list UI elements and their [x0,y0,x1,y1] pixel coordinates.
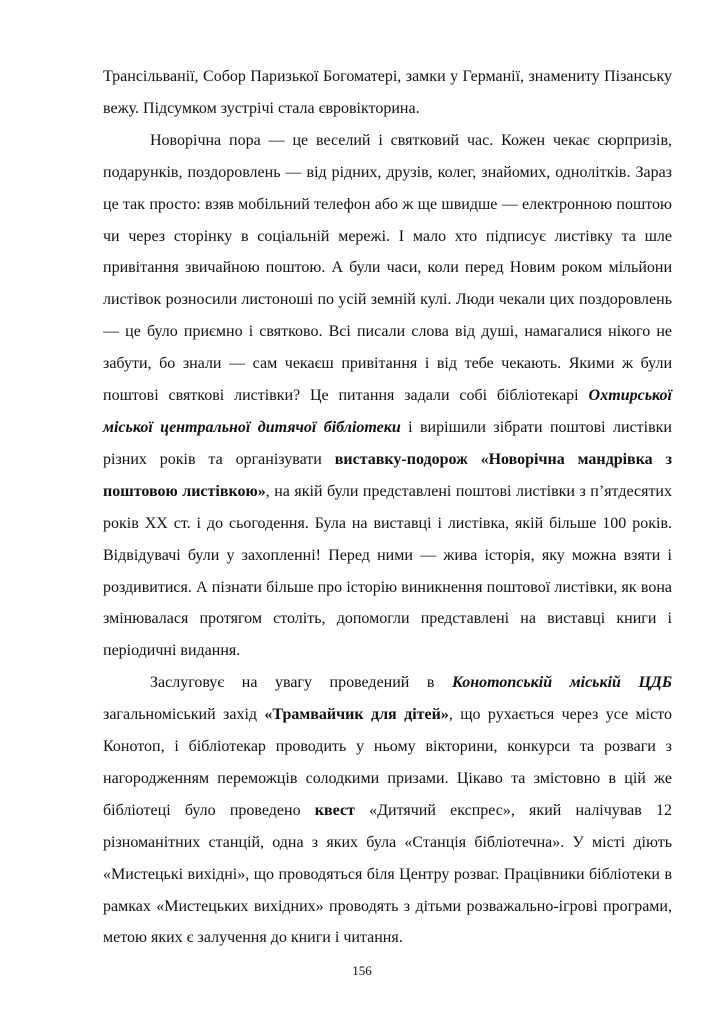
paragraph-2-text-2: і вирішили зібрати поштові листівки різних років та організувати [103,418,672,468]
paragraph-1-text: Трансільванії, Собор Паризької Богоматері, замки у Германії, знамениту Пізанську вежу. Підсумком зустрічі стала євровікторина. [103,68,672,117]
library-name-konotop: Конотопській міській ЦДБ [452,674,673,692]
body-text [103,61,672,954]
event-title: «Трамвайчик для дітей» [264,706,449,724]
page-number: 156 [352,963,372,978]
paragraph-3-text-4: «Дитячий експрес», який налічував 12 різноманітних станцій, одна з яких була «Станція бібліотечна». У місті діють «Мистецькі вихідні», що проводяться біля Центру розваг. Працівники бібліотеки в рамках «Мистецьких вихідних» проводять з дітьми розважально-ігрові програми, метою яких є залучення до книги і читання. [103,801,672,947]
paragraph-2-text-1: Новорічна пора — це веселий і святковий час. Кожен чекає сюрпризів, подарунків, поздоровлень — від рідних, друзів, колег, знайомих, однолітків. Зараз це так просто: взяв мобільний телефон або ж ще швидше — електронною поштою чи через сторінку в соціальній мережі. І мало хто підписує листівку та шле привітання звичайною поштою. А були часи, коли перед Новим роком мільйони листівок розносили листоноші по усій земній кулі. Люди чекали цих поздоровлень — це було приємно і святково. Всі писали слова від душі, намагалися нікого не забути, бо знали — сам чекаєш привітання і від тебе чекають. Якими ж були поштові святкові листівки? Це питання задали собі бібліотекарі [103,131,672,405]
paragraph-2 [103,125,672,667]
paragraph-3-text-3: , що рухається через усе місто Конотоп, і бібліотекар проводить у ньому вікторини, конкурси та розваги з нагородженням переможців солодкими призами. Цікаво та змістовно в цій же бібліотеці було проведено [103,706,673,819]
paragraph-1 [103,61,672,125]
paragraph-2-text-3: , на якій були представлені поштові листівки з п’ятдесятих років ХХ ст. і до сьогодення. Була на виставці і листівка, якій більше 100 років. Відвідувачі були у захопленні! Перед ними — жива історія, яку можна взяти і роздивитися. А пізнати більше про історію виникнення поштової листівки, як вона змінювалася протягом століть, допомогли представлені на виставці книги і періодичні видання. [103,482,672,660]
paragraph-3-text-2: загальноміський захід [103,706,265,724]
paragraph-3 [103,667,672,954]
paragraph-3-text-1: Заслуговує на увагу проведений в [150,674,452,692]
quest-label: квест [314,801,355,819]
library-name-okhtyrka: Охтирської міської центральної дитячої бібліотеки [103,387,672,436]
exhibition-title: виставку-подорож «Новорічна мандрівка з поштовою листівкою» [103,450,672,500]
